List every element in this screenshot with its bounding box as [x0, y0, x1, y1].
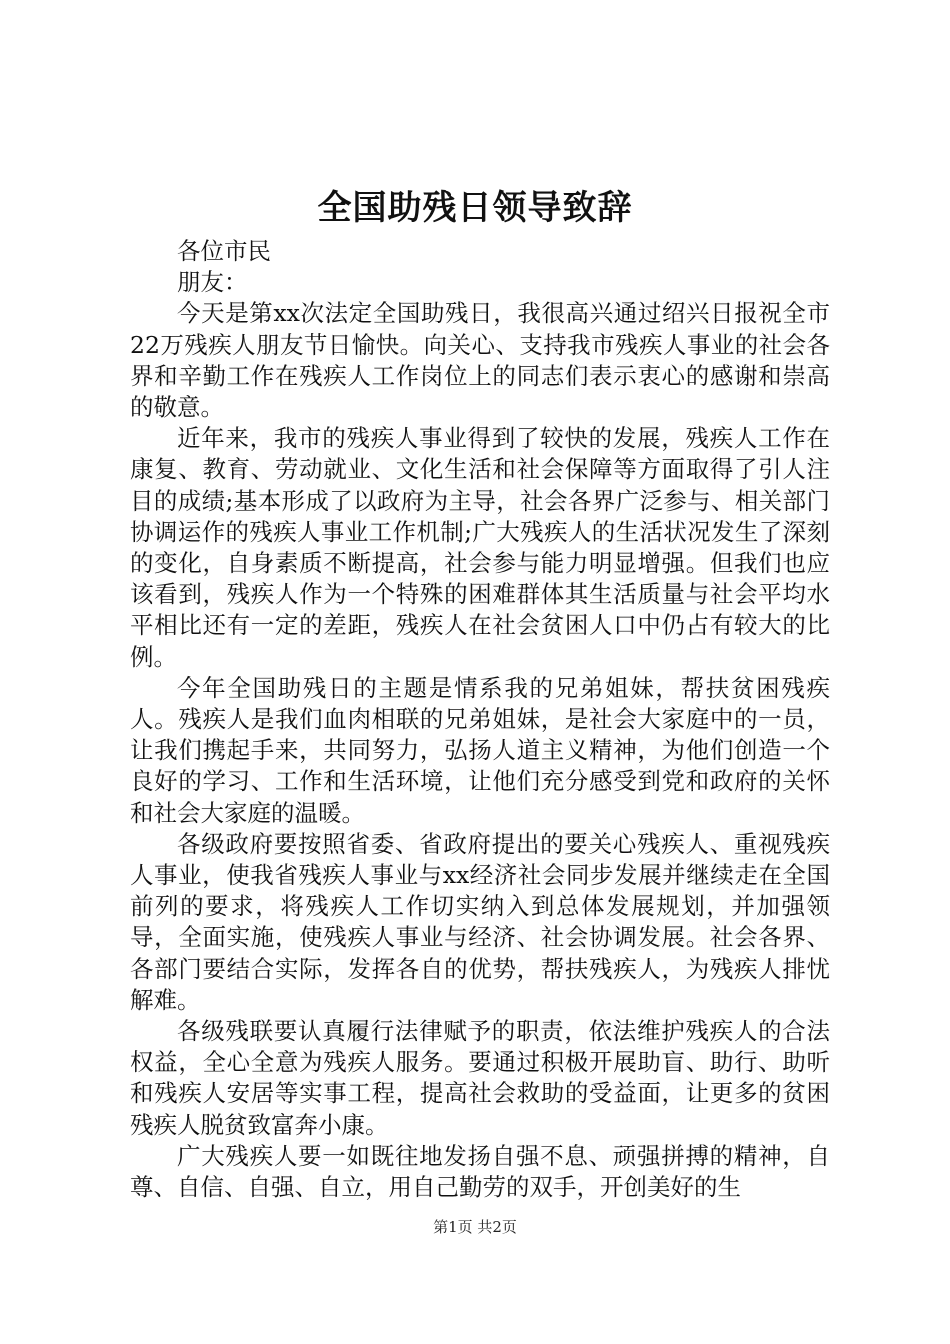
- document-body: [130, 236, 830, 1203]
- body-paragraph: 今年全国助残日的主题是情系我的兄弟姐妹，帮扶贫困残疾人。残疾人是我们血肉相联的兄弟姐妹，是社会大家庭中的一员，让我们携起手来，共同努力，弘扬人道主义精神，为他们创造一个良好的学习、工作和生活环境，让他们充分感受到党和政府的关怀和社会大家庭的温暖。: [130, 673, 830, 827]
- body-paragraph: 近年来，我市的残疾人事业得到了较快的发展，残疾人工作在康复、教育、劳动就业、文化生活和社会保障等方面取得了引人注目的成绩;基本形成了以政府为主导，社会各界广泛参与、相关部门协调运作的残疾人事业工作机制;广大残疾人的生活状况发生了深刻的变化，自身素质不断提高，社会参与能力明显增强。但我们也应该看到，残疾人作为一个特殊的困难群体其生活质量与社会平均水平相比还有一定的差距，残疾人在社会贫困人口中仍占有较大的比例。: [130, 424, 830, 671]
- document-title: 全国助残日领导致辞: [317, 188, 633, 228]
- body-paragraph: 今天是第xx次法定全国助残日，我很高兴通过绍兴日报祝全市22万残疾人朋友节日愉快。向关心、支持我市残疾人事业的社会各界和辛勤工作在残疾人工作岗位上的同志们表示衷心的感谢和崇高的敬意。: [130, 299, 830, 422]
- greeting-line: 各位市民: [177, 237, 271, 265]
- greeting-line: 朋友：: [177, 268, 248, 297]
- body-paragraph: 各级政府要按照省委、省政府提出的要关心残疾人、重视残疾人事业，使我省残疾人事业与xx经济社会同步发展并继续走在全国前列的要求，将残疾人工作切实纳入到总体发展规划，并加强领导，全面实施，使残疾人事业与经济、社会协调发展。社会各界、各部门要结合实际，发挥各自的优势，帮扶残疾人，为残疾人排忧解难。: [130, 829, 830, 1014]
- body-paragraph: 广大残疾人要一如既往地发扬自强不息、顽强拼搏的精神，自尊、自信、自强、自立，用自己勤劳的双手，开创美好的生: [130, 1141, 830, 1202]
- page-number-footer: 第1页 共2页: [433, 1218, 517, 1236]
- body-paragraph: 各级残联要认真履行法律赋予的职责，依法维护残疾人的合法权益，全心全意为残疾人服务。要通过积极开展助盲、助行、助听和残疾人安居等实事工程，提高社会救助的受益面，让更多的贫困残疾人脱贫致富奔小康。: [130, 1017, 830, 1139]
